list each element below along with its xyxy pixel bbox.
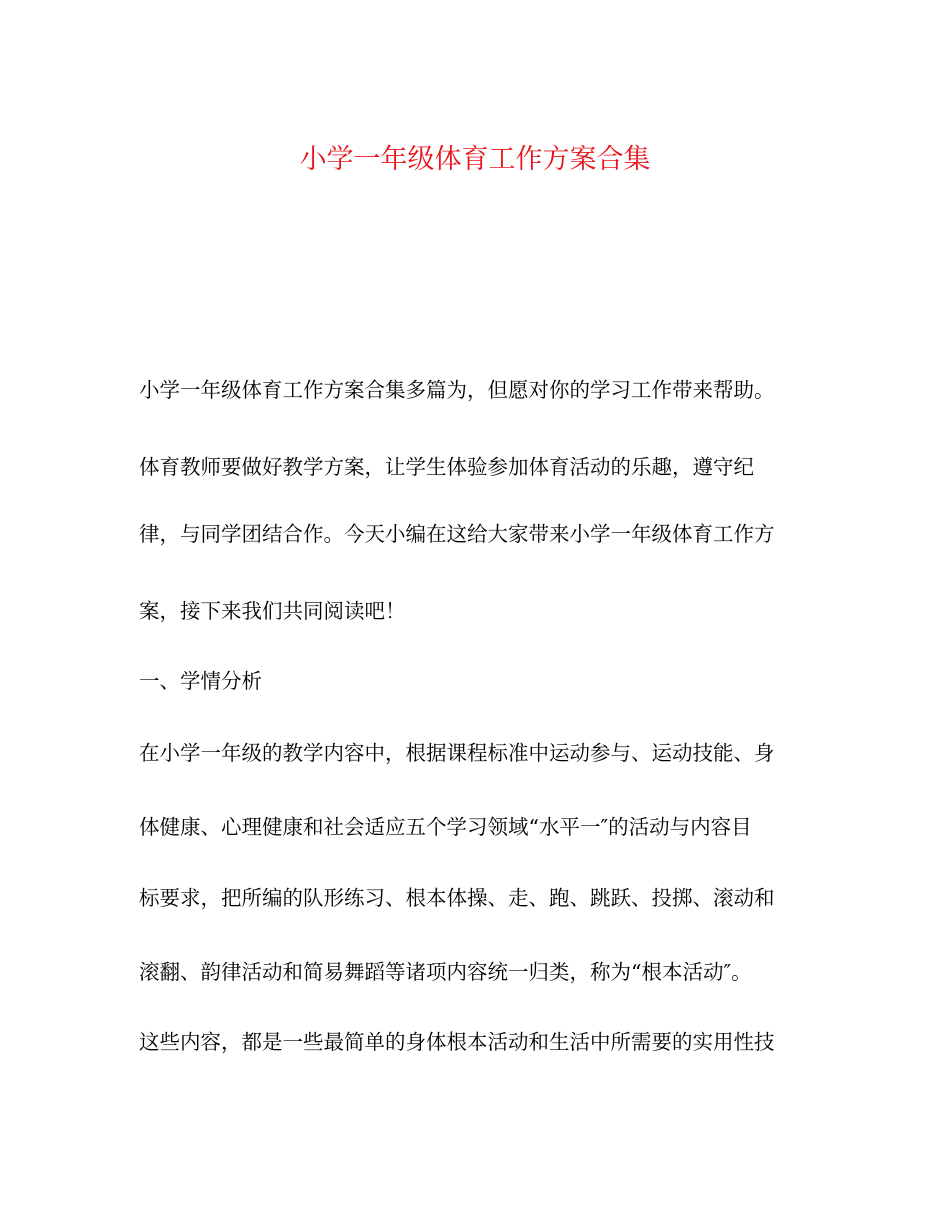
body-line-2: 体育教师要做好教学方案，让学生体验参加体育活动的乐趣，遵守纪 [139, 455, 754, 479]
body-line-6: 体健康、心理健康和社会适应五个学习领域“水平一″的活动与内容目 [139, 815, 752, 839]
section-heading-1: 一、学情分析 [139, 669, 262, 693]
body-line-3: 律，与同学团结合作。今天小编在这给大家带来小学一年级体育工作方 [139, 522, 775, 546]
body-line-9: 这些内容，都是一些最简单的身体根本活动和生活中所需要的实用性技 [139, 1030, 775, 1054]
body-line-8: 滚翻、韵律活动和简易舞蹈等诸项内容统一归类，称为“根本活动″。 [139, 960, 752, 984]
document-title: 小学一年级体育工作方案合集 [299, 144, 651, 175]
body-line-4: 案，接下来我们共同阅读吧！ [139, 599, 406, 623]
body-line-5: 在小学一年级的教学内容中，根据课程标准中运动参与、运动技能、身 [139, 741, 775, 765]
body-line-7: 标要求，把所编的队形练习、根本体操、走、跑、跳跃、投掷、滚动和 [139, 886, 775, 910]
body-line-1: 小学一年级体育工作方案合集多篇为，但愿对你的学习工作带来帮助。 [139, 378, 775, 402]
